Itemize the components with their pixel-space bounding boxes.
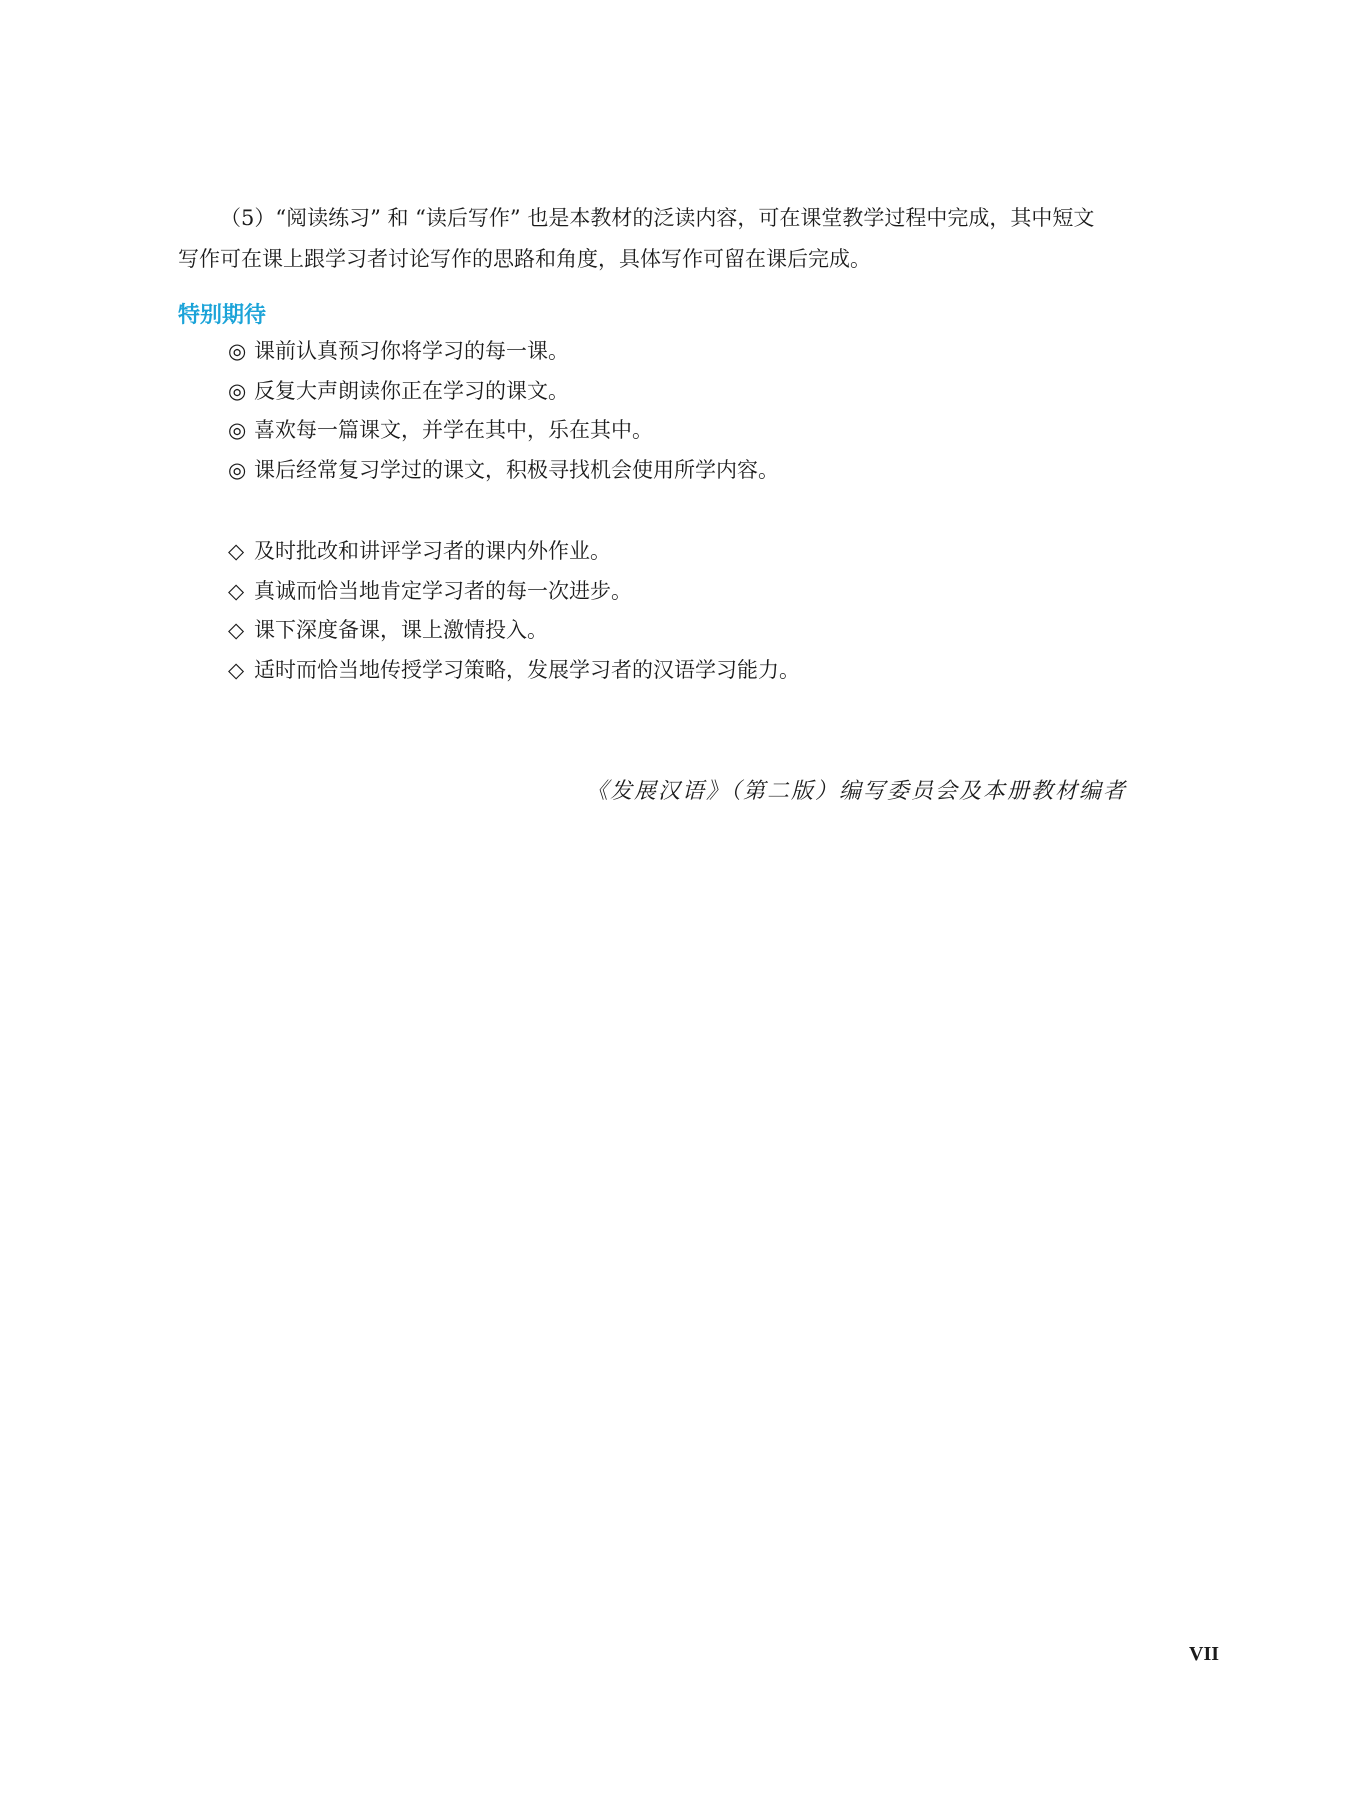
double-circle-bullet-icon: ◎ [228, 378, 247, 403]
diamond-bullet-icon: ◇ [228, 539, 245, 563]
list-item: ◎ 课后经常复习学过的课文，积极寻找机会使用所学内容。 [228, 451, 779, 491]
double-circle-bullet-icon: ◎ [228, 339, 247, 363]
list-item: ◎ 喜欢每一篇课文，并学在其中，乐在其中。 [228, 411, 779, 451]
intro-paragraph [178, 198, 1188, 280]
double-circle-bullet-icon: ◎ [228, 457, 247, 482]
diamond-bullet-icon: ◇ [228, 578, 245, 603]
list-item: ◎ 反复大声朗读你正在学习的课文。 [228, 372, 779, 412]
learner-expectations-list [228, 332, 779, 490]
intro-paragraph-line-2: 写作可在课上跟学习者讨论写作的思路和角度，具体写作可留在课后完成。 [178, 247, 871, 271]
teacher-expectations-list [228, 532, 800, 690]
list-item: ◇ 真诚而恰当地肯定学习者的每一次进步。 [228, 572, 800, 612]
list-item: ◇ 适时而恰当地传授学习策略，发展学习者的汉语学习能力。 [228, 651, 800, 691]
intro-paragraph-line-1: （5）“阅读练习” 和 “读后写作” 也是本教材的泛读内容，可在课堂教学过程中完成，其中短文 [220, 206, 1095, 230]
list-item: ◇ 课下深度备课，课上激情投入。 [228, 611, 800, 651]
list-item: ◎ 课前认真预习你将学习的每一课。 [228, 332, 779, 372]
list-item: ◇ 及时批改和讲评学习者的课内外作业。 [228, 532, 800, 572]
editor-signature: 《发展汉语》（第二版）编写委员会及本册教材编者 [585, 779, 1127, 804]
diamond-bullet-icon: ◇ [228, 618, 245, 642]
section-heading: 特别期待 [178, 303, 267, 328]
page-number: VII [1189, 1643, 1220, 1665]
double-circle-bullet-icon: ◎ [228, 418, 247, 442]
diamond-bullet-icon: ◇ [228, 657, 245, 682]
